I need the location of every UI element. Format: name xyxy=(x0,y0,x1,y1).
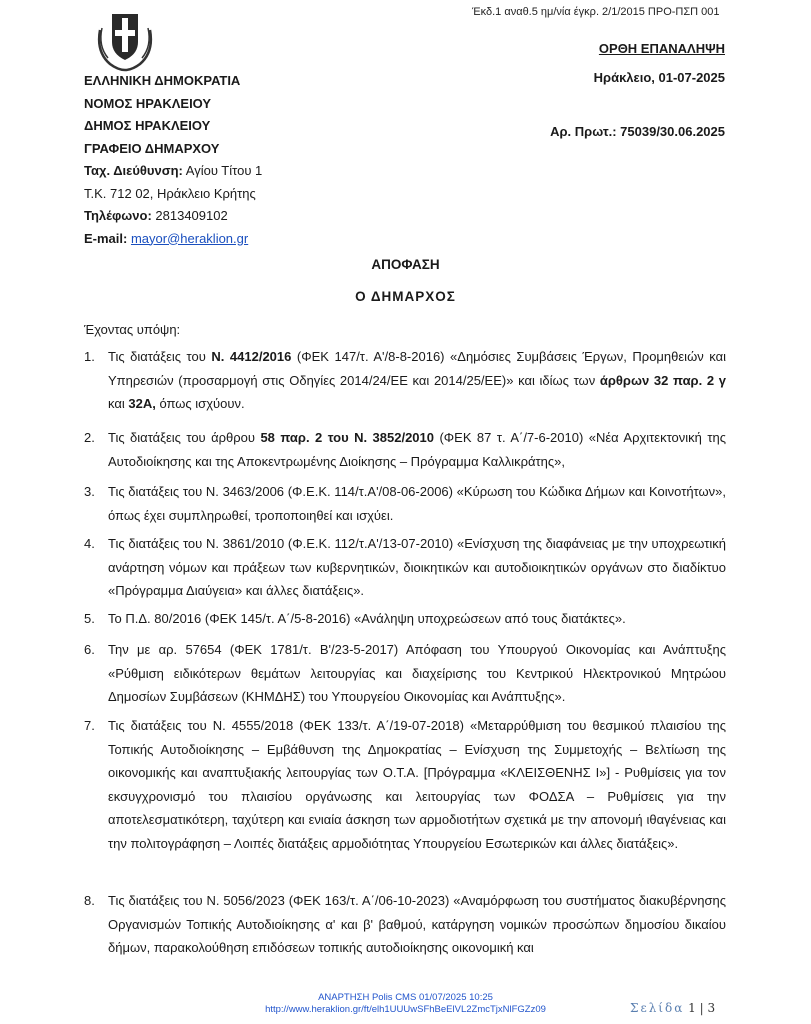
orthi-epanalipsi-label: ΟΡΘΗ ΕΠΑΝΑΛΗΨΗ xyxy=(598,41,725,56)
list-item xyxy=(84,532,726,603)
list-item xyxy=(84,889,726,960)
item-text: Τις διατάξεις του Ν. 5056/2023 (ΦΕΚ 163/τ. Α΄/06-10-2023) «Αναμόρφωση του συστήματος διακυβέρνησης Οργανισμών Τοπικής Αυτοδιοίκησης α' και β' βαθμού, κατάργηση νομικών προσώπων δημοσίου δικαίου δήμων, παρακολούθηση επιδόσεων τοπικής αυτοδιοίκησης οικονομική και xyxy=(108,893,726,955)
list-item xyxy=(84,345,726,416)
page-indicator xyxy=(630,1001,715,1015)
posting-info: ΑΝΑΡΤΗΣΗ Polis CMS 01/07/2025 10:25 xyxy=(318,992,493,1003)
item-number: 7. xyxy=(84,718,95,733)
item-text: Την με αρ. 57654 (ΦΕΚ 1781/τ. Β'/23-5-2017) Απόφαση του Υπουργού Οικονομίας και Ανάπτυξης «Ρύθμιση ειδικότερων θεμάτων λειτουργίας και διαχείρισης του Κεντρικού Ηλεκτρονικού Μητρώου Δημοσίων Συμβάσεων (ΚΗΜΔΗΣ) του Υπουργείου Οικονομίας και Ανάπτυξης». xyxy=(108,642,726,704)
list-item xyxy=(84,714,726,855)
item-number: 1. xyxy=(84,349,95,364)
list-item xyxy=(84,638,726,709)
list-item xyxy=(84,480,726,527)
place-date: Ηράκλειο, 01-07-2025 xyxy=(593,70,725,85)
address-row xyxy=(84,160,262,183)
email-label: E-mail: xyxy=(84,230,128,246)
phone-value: 2813409102 xyxy=(151,208,228,223)
item-number: 6. xyxy=(84,642,95,657)
item-text: Τις διατάξεις του Ν. 4555/2018 (ΦΕΚ 133/τ. Α΄/19-07-2018) «Μεταρρύθμιση του θεσμικού πλαισίου της Τοπικής Αυτοδιοίκησης – Εμβάθυνση της Δημοκρατίας – Ενίσχυση της Συμμετοχής – Βελτίωση της οικονομικής και αναπτυξιακής λειτουργίας των Ο.Τ.Α. [Πρόγραμμα «ΚΛΕΙΣΘΕΝΗΣ Ι»] - Ρυθμίσεις για τον εκσυγχρονισμό του πλαισίου οργάνωσης και λειτουργίας των ΦΟΔΣΑ – Ρυθμίσεις για την αποτελεσματικότερη, ταχύτερη και ενιαία άσκηση των αρμοδιοτήτων σχετικά με την απονομή ιθαγένειας και την πολιτογράφηση – Λοιπές διατάξεις αρμοδιότητας Υπουργείου Εσωτερικών και άλλες διατάξεις». xyxy=(108,718,726,851)
intro-text: Έχοντας υπόψη: xyxy=(84,322,181,337)
protocol-number: Αρ. Πρωτ.: 75039/30.06.2025 xyxy=(550,124,725,139)
org-line: ΕΛΛΗΝΙΚΗ ΔΗΜΟΚΡΑΤΙΑ xyxy=(84,73,241,88)
mayor-title: Ο ΔΗΜΑΡΧΟΣ xyxy=(355,289,456,304)
email-link[interactable]: mayor@heraklion.gr xyxy=(130,230,249,246)
org-line: ΓΡΑΦΕΙΟ ΔΗΜΑΡΧΟΥ xyxy=(84,140,220,156)
address-label: Ταχ. Διεύθυνση: xyxy=(84,163,183,178)
item-text: Το Π.Δ. 80/2016 (ΦΕΚ 145/τ. Α΄/5-8-2016) «Ανάληψη υποχρεώσεων από τους διατάκτες». xyxy=(108,611,626,626)
postal-row: Τ.Κ. 712 02, Ηράκλειο Κρήτης xyxy=(84,185,256,201)
org-line: ΝΟΜΟΣ ΗΡΑΚΛΕΙΟΥ xyxy=(84,95,212,111)
item-text: Τις διατάξεις του άρθρου 58 παρ. 2 του Ν. 3852/2010 (ΦΕΚ 87 τ. Α΄/7-6-2010) «Νέα Αρχιτεκτονική της Αυτοδιοίκησης και της Αποκεντρωμένης Διοίκησης – Πρόγραμμα Καλλικράτης», xyxy=(108,430,726,469)
item-text: Τις διατάξεις του Ν. 4412/2016 (ΦΕΚ 147/τ. Α'/8-8-2016) «Δημόσιες Συμβάσεις Έργων, Προμηθειών και Υπηρεσιών (προσαρμογή στις Οδηγίες 2014/24/ΕΕ και 2014/25/ΕΕ)» και ιδίως των άρθρων 32 παρ. 2 γ και 32Α, όπως ισχύουν. xyxy=(108,349,726,411)
item-text: Τις διατάξεις του Ν. 3463/2006 (Φ.Ε.Κ. 114/τ.Α'/08-06-2006) «Κύρωση του Κώδικα Δήμων και Κοινοτήτων», όπως έχει συμπληρωθεί, τροποποιηθεί και ισχύει. xyxy=(108,484,726,523)
address-value: Αγίου Τίτου 1 xyxy=(182,163,263,178)
phone-label: Τηλέφωνο: xyxy=(84,208,152,223)
phone-row xyxy=(84,205,262,228)
org-line: ΔΗΜΟΣ ΗΡΑΚΛΕΙΟΥ xyxy=(84,118,211,133)
item-number: 3. xyxy=(84,484,95,499)
item-number: 4. xyxy=(84,536,95,551)
page-number: 1 | 3 xyxy=(684,1001,716,1015)
item-number: 5. xyxy=(84,611,95,626)
item-number: 2. xyxy=(84,430,95,445)
document-code: Έκδ.1 αναθ.5 ημ/νία έγκρ. 2/1/2015 ΠΡΟ-ΠΣΠ 001 xyxy=(472,6,720,18)
list-item xyxy=(84,426,726,473)
list-item xyxy=(84,607,726,631)
issuer-block xyxy=(84,70,262,250)
item-text: Τις διατάξεις του Ν. 3861/2010 (Φ.Ε.Κ. 112/τ.Α'/13-07-2010) «Ενίσχυση της διαφάνειας με την υποχρεωτική ανάρτηση νόμων και πράξεων των κυβερνητικών, διοικητικών και αυτοδιοικητικών οργάνων στο διαδίκτυο «Πρόγραμμα Διαύγεια» και άλλες διατάξεις». xyxy=(108,536,726,598)
email-row xyxy=(84,228,262,251)
posting-url: http://www.heraklion.gr/ft/elh1UUUwSFhBeElVL2ZmcTjxNlFGZz09 xyxy=(265,1004,546,1015)
item-number: 8. xyxy=(84,893,95,908)
decision-title: ΑΠΟΦΑΣΗ xyxy=(371,257,440,272)
greek-coat-of-arms-icon xyxy=(92,8,158,72)
page-word: Σελίδα xyxy=(630,1001,685,1015)
